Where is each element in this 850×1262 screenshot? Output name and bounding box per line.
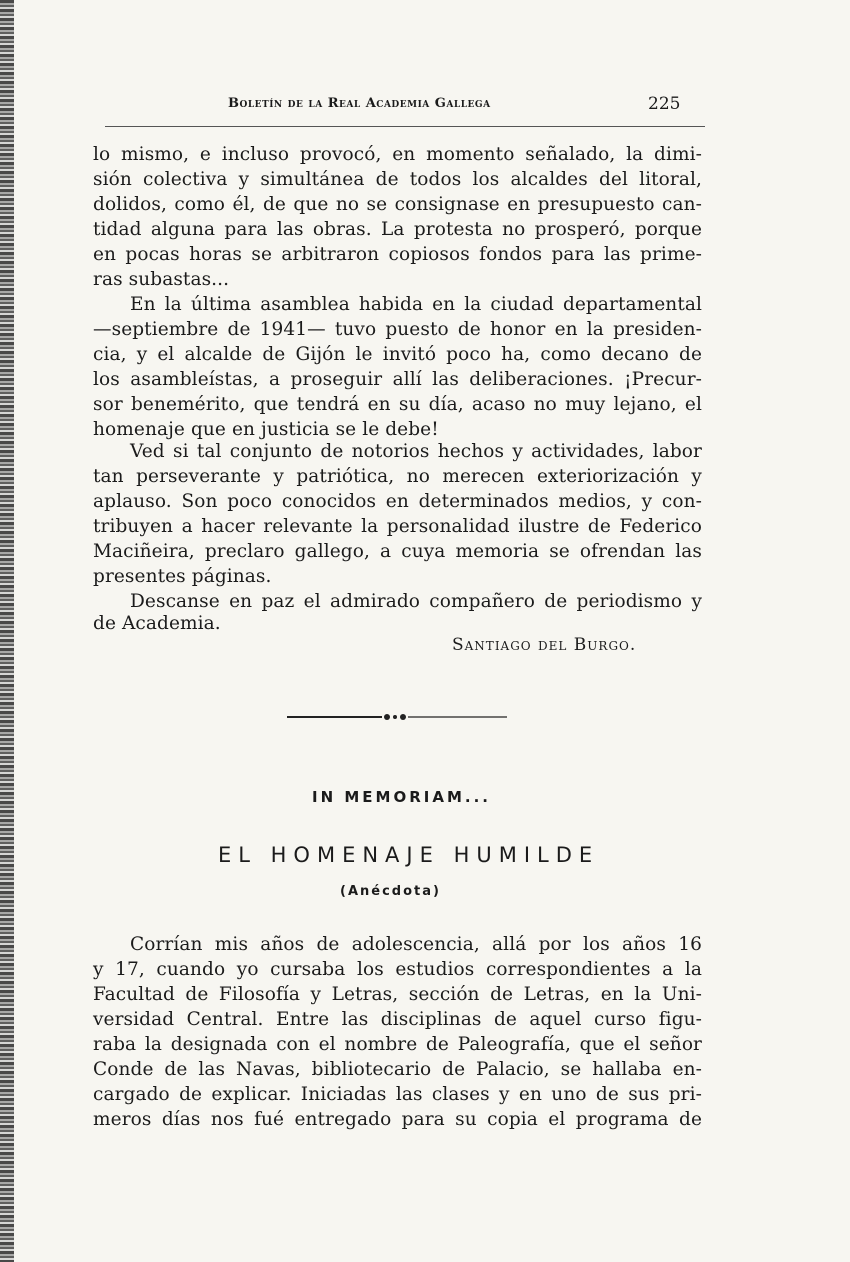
header-rule	[105, 126, 705, 127]
running-header-title: Boletín de la Real Academia Gallega	[228, 96, 491, 111]
article2-line: meros días nos fué entregado para su copia el programa de	[93, 1109, 702, 1130]
article2-line: raba la designada con el nombre de Paleografía, que el señor	[93, 1034, 702, 1055]
article1-line: cia, y el alcalde de Gijón le invitó poco ha, como decano de	[93, 344, 702, 365]
article1-line: Maciñeira, preclaro gallego, a cuya memoria se ofrendan las	[93, 541, 702, 562]
article2-line: versidad Central. Entre las disciplinas de aquel curso figu-	[93, 1009, 702, 1030]
article1-line: tribuyen a hacer relevante la personalidad ilustre de Federico	[93, 516, 702, 537]
section-label: IN MEMORIAM...	[312, 788, 491, 806]
article1-line: sor benemérito, que tendrá en su día, acaso no muy lejano, el	[93, 394, 702, 415]
article2-line: Conde de las Navas, bibliotecario de Palacio, se hallaba en-	[93, 1059, 702, 1080]
article1-line: dolidos, como él, de que no se consignase en presupuesto can-	[93, 194, 702, 215]
article1-line: ras subastas...	[93, 269, 230, 290]
article1-line: los asambleístas, a proseguir allí las deliberaciones. ¡Precur-	[93, 369, 702, 390]
article2-line: Facultad de Filosofía y Letras, sección de Letras, en la Uni-	[93, 984, 702, 1005]
article-subtitle: (Anécdota)	[340, 884, 441, 899]
article1-line: Ved si tal conjunto de notorios hechos y actividades, labor	[130, 441, 702, 462]
article1-line: de Academia.	[93, 613, 221, 634]
article1-line: aplauso. Son poco conocidos en determinados medios, y con-	[93, 491, 702, 512]
article1-line: presentes páginas.	[93, 566, 272, 587]
article-title: EL HOMENAJE HUMILDE	[218, 843, 600, 867]
article1-line: lo mismo, e incluso provocó, en momento señalado, la dimi-	[93, 144, 702, 165]
page-number: 225	[648, 94, 681, 114]
article1-line: en pocas horas se arbitraron copiosos fondos para las prime-	[93, 244, 702, 265]
article2-line: cargado de explicar. Iniciadas las clases y en uno de sus pri-	[93, 1084, 702, 1105]
article1-line: sión colectiva y simultánea de todos los alcaldes del litoral,	[93, 169, 702, 190]
author-signature: Santiago del Burgo.	[452, 635, 637, 655]
article2-line: y 17, cuando yo cursaba los estudios correspondientes a la	[93, 959, 702, 980]
article1-line: tan perseverante y patriótica, no merecen exteriorización y	[93, 466, 702, 487]
section-divider-ornament	[287, 710, 507, 724]
article1-line: En la última asamblea habida en la ciudad departamental	[130, 294, 702, 315]
article1-line: —septiembre de 1941— tuvo puesto de honor en la presiden-	[93, 319, 702, 340]
article1-line: Descanse en paz el admirado compañero de periodismo y	[130, 591, 702, 612]
article1-line: homenaje que en justicia se le debe!	[93, 419, 439, 440]
article2-line: Corrían mis años de adolescencia, allá por los años 16	[130, 934, 702, 955]
article1-line: tidad alguna para las obras. La protesta no prosperó, porque	[93, 219, 702, 240]
page-binding-edge	[0, 0, 14, 1262]
